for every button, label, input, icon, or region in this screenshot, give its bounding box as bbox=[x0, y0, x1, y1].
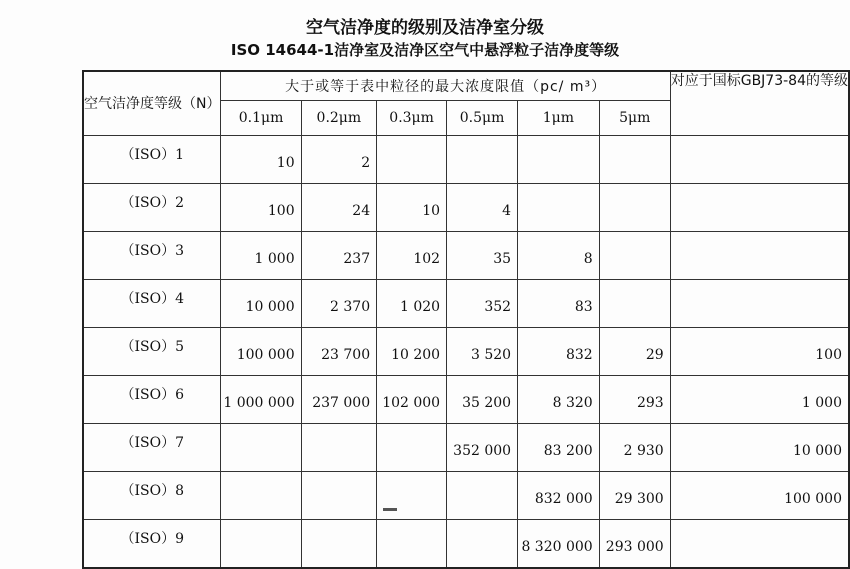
concentration-cell bbox=[301, 424, 377, 472]
concentration-cell: 237 bbox=[301, 232, 377, 280]
page-edge-mark bbox=[383, 508, 397, 511]
concentration-cell bbox=[599, 232, 670, 280]
gbj-level-cell: 100 bbox=[670, 328, 849, 376]
header-size-cell: 0.2μm bbox=[301, 101, 377, 136]
concentration-cell: 29 300 bbox=[599, 472, 670, 520]
concentration-cell: 2 370 bbox=[301, 280, 377, 328]
class-cell: （ISO）4 bbox=[83, 280, 221, 328]
concentration-cell bbox=[377, 136, 447, 184]
header-group-label: 大于或等于表中粒径的最大浓度限值（pc/ m³） bbox=[285, 79, 607, 95]
concentration-cell bbox=[599, 280, 670, 328]
concentration-cell bbox=[221, 472, 301, 520]
table-row bbox=[83, 520, 849, 569]
table-row bbox=[83, 232, 849, 280]
class-cell: （ISO）1 bbox=[83, 136, 221, 184]
header-size-cell: 0.1μm bbox=[221, 101, 301, 136]
concentration-cell: 293 bbox=[599, 376, 670, 424]
gbj-level-cell: 1 000 bbox=[670, 376, 849, 424]
concentration-cell: 100 000 bbox=[221, 328, 301, 376]
gbj-level-cell bbox=[670, 136, 849, 184]
concentration-cell bbox=[377, 472, 447, 520]
cleanroom-class-table bbox=[82, 70, 850, 569]
concentration-cell bbox=[447, 136, 518, 184]
class-cell: （ISO）6 bbox=[83, 376, 221, 424]
table-row bbox=[83, 184, 849, 232]
concentration-cell: 10 000 bbox=[221, 280, 301, 328]
concentration-cell bbox=[301, 520, 377, 569]
class-cell: （ISO）9 bbox=[83, 520, 221, 569]
gbj-level-cell: 100 000 bbox=[670, 472, 849, 520]
class-cell: （ISO）7 bbox=[83, 424, 221, 472]
concentration-cell: 3 520 bbox=[447, 328, 518, 376]
gbj-level-cell bbox=[670, 280, 849, 328]
concentration-cell bbox=[377, 424, 447, 472]
class-cell: （ISO）2 bbox=[83, 184, 221, 232]
concentration-cell bbox=[221, 520, 301, 569]
concentration-cell bbox=[599, 136, 670, 184]
gbj-level-cell bbox=[670, 232, 849, 280]
concentration-cell: 2 bbox=[301, 136, 377, 184]
concentration-cell: 832 000 bbox=[518, 472, 600, 520]
concentration-cell bbox=[518, 136, 600, 184]
gbj-level-cell bbox=[670, 184, 849, 232]
class-cell: （ISO）8 bbox=[83, 472, 221, 520]
concentration-cell: 1 000 bbox=[221, 232, 301, 280]
concentration-cell: 1 000 000 bbox=[221, 376, 301, 424]
table-row bbox=[83, 424, 849, 472]
concentration-cell: 8 320 bbox=[518, 376, 600, 424]
header-class-label: 空气洁净度等级（N） bbox=[84, 95, 221, 112]
concentration-cell: 83 bbox=[518, 280, 600, 328]
table-row bbox=[83, 280, 849, 328]
concentration-cell: 23 700 bbox=[301, 328, 377, 376]
concentration-cell: 293 000 bbox=[599, 520, 670, 569]
concentration-cell: 352 bbox=[447, 280, 518, 328]
concentration-cell: 10 bbox=[377, 184, 447, 232]
concentration-cell: 35 bbox=[447, 232, 518, 280]
concentration-cell: 83 200 bbox=[518, 424, 600, 472]
header-size-cell: 0.5μm bbox=[447, 101, 518, 136]
concentration-cell bbox=[447, 472, 518, 520]
class-cell: （ISO）3 bbox=[83, 232, 221, 280]
concentration-cell bbox=[599, 184, 670, 232]
concentration-cell: 102 bbox=[377, 232, 447, 280]
table-row bbox=[83, 376, 849, 424]
concentration-cell: 100 bbox=[221, 184, 301, 232]
concentration-cell bbox=[518, 184, 600, 232]
table-row bbox=[83, 328, 849, 376]
concentration-cell bbox=[447, 520, 518, 569]
header-gbj-cell bbox=[670, 71, 849, 136]
concentration-cell bbox=[221, 424, 301, 472]
document-subtitle: ISO 14644-1洁净室及洁净区空气中悬浮粒子洁净度等级 bbox=[230, 41, 620, 59]
concentration-cell bbox=[301, 472, 377, 520]
table-row bbox=[83, 136, 849, 184]
concentration-cell: 352 000 bbox=[447, 424, 518, 472]
gbj-level-cell bbox=[670, 520, 849, 569]
concentration-cell: 832 bbox=[518, 328, 600, 376]
table-row bbox=[83, 472, 849, 520]
concentration-cell: 102 000 bbox=[377, 376, 447, 424]
concentration-cell: 1 020 bbox=[377, 280, 447, 328]
header-size-cell: 5μm bbox=[599, 101, 670, 136]
header-size-cell: 0.3μm bbox=[377, 101, 447, 136]
header-size-cell: 1μm bbox=[518, 101, 600, 136]
concentration-cell: 35 200 bbox=[447, 376, 518, 424]
document-title: 空气洁净度的级别及洁净室分级 bbox=[306, 18, 544, 38]
class-cell: （ISO）5 bbox=[83, 328, 221, 376]
header-gbj-label: 对应于国标GBJ73-84的等级 bbox=[670, 73, 848, 89]
concentration-cell: 237 000 bbox=[301, 376, 377, 424]
gbj-level-cell: 10 000 bbox=[670, 424, 849, 472]
header-group-cell bbox=[221, 71, 670, 101]
concentration-cell: 24 bbox=[301, 184, 377, 232]
concentration-cell: 10 200 bbox=[377, 328, 447, 376]
concentration-cell: 29 bbox=[599, 328, 670, 376]
header-class-cell bbox=[83, 71, 221, 136]
concentration-cell: 8 320 000 bbox=[518, 520, 600, 569]
concentration-cell: 4 bbox=[447, 184, 518, 232]
concentration-cell: 10 bbox=[221, 136, 301, 184]
concentration-cell: 8 bbox=[518, 232, 600, 280]
concentration-cell: 2 930 bbox=[599, 424, 670, 472]
concentration-cell bbox=[377, 520, 447, 569]
